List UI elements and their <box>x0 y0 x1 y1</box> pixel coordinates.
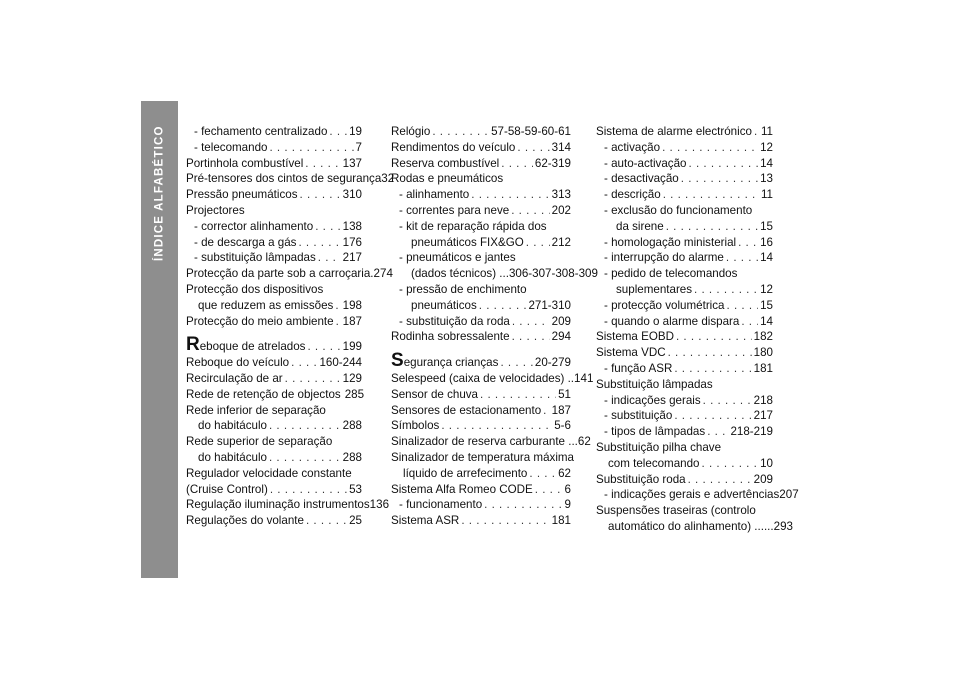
index-entry <box>391 250 598 282</box>
index-entry <box>391 282 571 314</box>
dot-leader <box>336 314 341 330</box>
dot-leader <box>500 355 532 371</box>
index-entry <box>391 140 571 156</box>
index-entry <box>391 219 571 251</box>
dot-leader <box>305 156 340 172</box>
index-entry-label: - substituição da roda <box>399 314 510 328</box>
index-entry-label: Rodas e pneumáticos <box>391 172 504 186</box>
dot-leader <box>318 250 341 266</box>
index-entry-label: - homologação ministerial <box>604 235 737 249</box>
index-entry-label: - funcionamento <box>399 498 483 512</box>
index-entry-label: líquido de arrefecimento <box>403 466 528 480</box>
index-entry-page: 10 <box>760 456 773 470</box>
dot-leader <box>707 424 728 440</box>
dot-leader <box>307 339 340 355</box>
index-entry <box>391 187 571 203</box>
index-entry-page: 15 <box>760 298 773 312</box>
index-entry-page: 12 <box>760 140 773 154</box>
index-entry-line <box>399 235 571 251</box>
index-entry-page: 209 <box>551 314 571 328</box>
index-entry-page: 176 <box>342 235 362 249</box>
index-entry <box>391 124 571 140</box>
index-entry-page: 14 <box>760 314 773 328</box>
index-entry-label: Sistema de alarme electrónico <box>596 125 752 138</box>
index-entry-label: Protecção da parte sob a carroçaria. <box>186 267 374 281</box>
index-entry <box>186 387 365 403</box>
index-entry <box>391 203 571 219</box>
index-entry-label: automático do alinhamento) ...... <box>608 519 774 533</box>
index-entry-line: Suspensões traseiras (controlo <box>596 504 756 518</box>
index-entry <box>596 440 773 472</box>
dot-leader <box>526 235 550 251</box>
dot-leader <box>517 140 549 156</box>
index-entry-page: 314 <box>551 140 571 154</box>
index-entry <box>596 329 773 345</box>
index-entry-label: - quando o alarme dispara <box>604 314 740 328</box>
index-entry-line <box>186 418 362 434</box>
index-entry-page: 62-319 <box>534 156 571 170</box>
index-entry <box>596 424 773 440</box>
index-entry <box>186 156 362 172</box>
index-entry <box>596 487 799 503</box>
index-entry <box>186 124 362 140</box>
index-entry <box>186 140 362 156</box>
index-entry <box>391 513 571 529</box>
dot-leader <box>306 513 347 529</box>
index-entry-line: Sinalizador de temperatura máxima <box>391 450 575 464</box>
dot-leader <box>512 314 550 330</box>
dot-leader <box>479 298 527 314</box>
dot-leader <box>676 329 752 345</box>
index-entry-label: Reboque do veículo <box>186 356 290 370</box>
index-entry-label: - telecomando <box>194 140 268 154</box>
dot-leader <box>329 124 347 140</box>
dot-leader <box>681 171 758 187</box>
index-entry-label: - de descarga a gás <box>194 235 297 249</box>
index-entry-label: - activação <box>604 140 661 154</box>
page-number: 334 <box>285 646 312 663</box>
dot-leader <box>432 124 489 140</box>
index-entry-page: 209 <box>753 472 773 486</box>
index-entry <box>391 314 571 330</box>
index-entry-label: - substituição lâmpadas <box>194 251 316 265</box>
index-column-3 <box>596 124 799 535</box>
index-entry-label: suplementares <box>616 282 693 296</box>
index-entry <box>596 124 773 140</box>
index-entry-page: 14 <box>760 156 773 170</box>
index-entry-label: Projectores <box>186 203 245 217</box>
index-entry-line <box>186 450 362 466</box>
index-entry <box>596 250 773 266</box>
index-entry-label: - descrição <box>604 188 661 202</box>
index-entry <box>186 171 395 187</box>
index-entry-page: 217 <box>753 409 773 423</box>
index-entry-line: Rede superior de separação <box>186 435 333 449</box>
dot-leader <box>754 124 759 140</box>
index-entry-line <box>604 282 773 298</box>
index-entry-label: Regulador velocidade constante <box>186 466 352 480</box>
index-entry <box>391 450 575 482</box>
section-gap <box>391 345 571 353</box>
dot-leader <box>689 156 759 172</box>
index-entry-line <box>391 466 571 482</box>
index-entry-line: Substituição pilha chave <box>596 440 722 454</box>
index-entry-label: - indicações gerais e advertências <box>604 488 780 502</box>
dot-leader <box>511 203 549 219</box>
index-entry-label: Sensor de chuva <box>391 387 479 401</box>
index-entry-page: 202 <box>551 203 571 217</box>
index-entry-line: Protecção dos dispositivos <box>186 282 324 296</box>
index-entry-label: da sirene <box>616 219 664 233</box>
index-entry <box>391 171 571 187</box>
dot-leader <box>668 345 752 361</box>
index-entry-label: Regulação iluminação instrumentos <box>186 498 370 512</box>
index-entry <box>596 235 773 251</box>
index-entry-page: 212 <box>551 235 571 249</box>
dot-leader <box>529 466 556 482</box>
index-entry <box>391 329 571 345</box>
section-gap <box>186 329 362 337</box>
index-entry-page: 293 <box>773 519 793 533</box>
index-entry-label: pneumáticos <box>411 298 477 312</box>
index-entry-page: 11 <box>760 188 773 202</box>
index-entry-page: 187 <box>342 314 362 328</box>
index-entry <box>186 434 362 466</box>
section-title: ÍNDICE ALFABÉTICO <box>153 125 166 261</box>
index-entry-line: - pedido de telecomandos <box>604 267 738 281</box>
index-entry <box>186 497 390 513</box>
index-entry-page: 5-6 <box>554 419 571 433</box>
index-entry-label: Segurança crianças <box>391 350 499 372</box>
index-entry <box>596 266 773 298</box>
index-entry-label: Rede de retenção de objectos <box>186 387 341 401</box>
index-entry-page: 181 <box>551 514 571 528</box>
index-entry <box>391 371 594 387</box>
index-entry-page: 138 <box>342 219 362 233</box>
index-entry <box>186 314 362 330</box>
index-entry <box>391 350 571 372</box>
index-entry-page: 294 <box>551 330 571 344</box>
index-entry-line: - pressão de enchimento <box>399 282 527 296</box>
index-entry-page: 274 <box>373 267 393 281</box>
section-initial: S <box>391 350 404 372</box>
index-entry-page: 13 <box>760 172 773 186</box>
section-initial: R <box>186 334 200 356</box>
index-entry-label: Sinalizador de reserva carburante ... <box>391 435 578 449</box>
dot-leader <box>269 450 341 466</box>
index-entry-label: Protecção do meio ambiente <box>186 314 334 328</box>
index-entry <box>186 482 362 498</box>
index-entry-label: com telecomando <box>608 456 700 470</box>
index-entry-page: 137 <box>342 156 362 170</box>
dot-leader <box>285 371 341 387</box>
index-entry-label: Recirculação de ar <box>186 371 283 385</box>
index-entry-page: 25 <box>349 514 362 528</box>
dot-leader <box>315 219 340 235</box>
index-entry <box>596 361 773 377</box>
index-column-2 <box>391 124 598 529</box>
index-entry-page: 207 <box>779 488 799 502</box>
index-entry <box>186 403 362 435</box>
index-entry <box>391 156 571 172</box>
dot-leader <box>741 314 758 330</box>
index-column-1 <box>186 124 395 529</box>
index-entry-page: 181 <box>753 361 773 375</box>
index-entry-page: 19 <box>349 125 362 138</box>
dot-leader <box>727 298 759 314</box>
index-entry-label: Regulações do volante <box>186 514 304 528</box>
index-entry-label: Rodinha sobressalente <box>391 330 510 344</box>
index-entry-page: 15 <box>760 219 773 233</box>
index-entry <box>186 219 362 235</box>
index-entry-line: - exclusão do funcionamento <box>604 203 753 217</box>
dot-leader <box>662 140 758 156</box>
index-entry-page: 62 <box>558 466 571 480</box>
dot-leader <box>512 329 550 345</box>
index-entry-page: 310 <box>342 188 362 202</box>
index-entry <box>596 472 773 488</box>
index-entry-page: 218-219 <box>730 425 773 439</box>
index-entry <box>186 466 362 482</box>
index-entry <box>186 371 362 387</box>
index-entry-line: - pneumáticos e jantes <box>399 251 516 265</box>
index-entry <box>596 156 773 172</box>
index-entry <box>596 314 773 330</box>
index-entry-page: 57-58-59-60-61 <box>491 125 571 138</box>
dot-leader <box>738 235 758 251</box>
index-entry-label: que reduzem as emissões <box>198 298 334 312</box>
dot-leader <box>501 156 533 172</box>
index-entry-label: - função ASR <box>604 361 673 375</box>
index-entry <box>186 266 393 282</box>
index-entry-line: Rede inferior de separação <box>186 403 326 417</box>
index-entry-page: 199 <box>342 340 362 354</box>
index-entry-label: Selespeed (caixa de velocidades) .. <box>391 371 575 385</box>
index-entry-label: Sistema Alfa Romeo CODE <box>391 482 533 496</box>
index-entry-label: pneumáticos FIX&GO <box>411 235 524 249</box>
index-entry <box>186 513 362 529</box>
index-entry-page: 141 <box>574 371 594 385</box>
index-entry-label: - protecção volumétrica <box>604 298 725 312</box>
index-entry-page: 62 <box>577 435 591 449</box>
index-entry-page: 271-310 <box>528 298 571 312</box>
index-entry-label: - substituição <box>604 409 673 423</box>
index-entry-line <box>604 219 773 235</box>
index-entry <box>596 171 773 187</box>
index-entry-page: 198 <box>342 298 362 312</box>
index-entry-page: 182 <box>753 330 773 344</box>
index-entry-label: Substituição lâmpadas <box>596 377 713 391</box>
index-entry-label: - auto-activação <box>604 156 687 170</box>
index-entry-label: Símbolos <box>391 419 440 433</box>
index-entry-page: 6 <box>564 482 571 496</box>
index-entry <box>596 140 773 156</box>
dot-leader <box>726 250 758 266</box>
index-entry <box>186 235 362 251</box>
index-entry-page: 187 <box>551 403 571 417</box>
dot-leader <box>702 456 759 472</box>
index-entry <box>596 298 773 314</box>
dot-leader <box>535 482 563 498</box>
index-entry-page: 313 <box>551 188 571 202</box>
dot-leader <box>694 282 758 298</box>
dot-leader <box>663 187 759 203</box>
index-entry <box>186 355 362 371</box>
index-entry <box>186 282 362 314</box>
index-entry <box>186 203 362 219</box>
index-entry-label: Reserva combustível <box>391 156 500 170</box>
index-entry <box>186 187 362 203</box>
dot-leader <box>484 497 562 513</box>
dot-leader <box>300 187 341 203</box>
index-entry-page: 32 <box>381 172 395 186</box>
index-entry-label: Rendimentos do veículo <box>391 140 516 154</box>
dot-leader <box>461 513 549 529</box>
dot-leader <box>543 403 549 419</box>
dot-leader <box>666 219 758 235</box>
index-entry-page: 129 <box>342 371 362 385</box>
index-entry-label: Sensores de estacionamento <box>391 403 542 417</box>
index-entry-label: Sistema ASR <box>391 514 460 528</box>
dot-leader <box>703 393 752 409</box>
index-entry-page: 53 <box>349 482 362 496</box>
index-entry <box>596 377 773 393</box>
index-entry <box>596 187 773 203</box>
dot-leader <box>269 140 353 156</box>
index-entry-page: 16 <box>760 235 773 249</box>
index-entry-label: - indicações gerais <box>604 393 701 407</box>
index-entry-page: 160-244 <box>319 356 362 370</box>
index-entry-page: 288 <box>342 419 362 433</box>
index-entry-label: Substituição roda <box>596 472 686 486</box>
index-entry-label: Pré-tensores dos cintos de segurança <box>186 172 382 186</box>
index-entry-page: 11 <box>760 125 773 138</box>
index-entry <box>596 203 773 235</box>
index-entry <box>391 497 571 513</box>
dot-leader <box>269 418 341 434</box>
index-entry-label: Sistema VDC <box>596 346 666 360</box>
index-entry-page: 12 <box>760 282 773 296</box>
index-entry-page: 7 <box>355 140 362 154</box>
index-entry-page: 136 <box>369 498 390 512</box>
dot-leader <box>674 361 751 377</box>
index-entry-line <box>399 266 598 282</box>
index-entry <box>596 503 793 535</box>
index-entry-label: - alinhamento <box>399 188 470 202</box>
index-entry-line <box>596 456 773 472</box>
dot-leader <box>298 235 340 251</box>
index-entry-label: (Cruise Control) <box>186 482 268 496</box>
dot-leader <box>335 298 340 314</box>
index-entry-line <box>399 298 571 314</box>
index-entry <box>186 250 362 266</box>
index-entry-label: do habitáculo <box>198 450 267 464</box>
index-entry-label: - correntes para neve <box>399 203 510 217</box>
dot-leader <box>441 418 552 434</box>
index-entry-page: 9 <box>564 498 571 512</box>
dot-leader <box>291 355 317 371</box>
dot-leader <box>674 408 751 424</box>
index-entry-label: Relógio <box>391 125 431 138</box>
index-entry-label: Pressão pneumáticos <box>186 188 298 202</box>
index-entry-label: - interrupção do alarme <box>604 251 724 265</box>
index-entry-page: 180 <box>753 346 773 360</box>
index-entry-page: 306-307-308-309 <box>508 267 598 281</box>
index-entry-label: - tipos de lâmpadas <box>604 425 706 439</box>
index-entry-label: - desactivação <box>604 172 679 186</box>
dot-leader <box>270 482 347 498</box>
index-entry-page: 285 <box>344 387 365 401</box>
index-entry-line <box>596 519 793 535</box>
index-entry-label: Portinhola combustível <box>186 156 304 170</box>
index-entry <box>186 334 362 356</box>
index-entry <box>596 408 773 424</box>
index-entry <box>596 345 773 361</box>
index-entry-page: 217 <box>342 251 362 265</box>
index-entry-label: Reboque de atrelados <box>186 334 306 356</box>
index-entry-page: 288 <box>342 450 362 464</box>
index-entry <box>391 403 571 419</box>
dot-leader <box>688 472 752 488</box>
index-entry-label: do habitáculo <box>198 419 267 433</box>
index-entry-page: 51 <box>558 387 571 401</box>
index-entry-line <box>186 298 362 314</box>
index-entry-label: - fechamento centralizado <box>194 125 328 138</box>
index-entry <box>391 418 571 434</box>
index-entry <box>391 434 591 450</box>
index-entry-label: (dados técnicos) ... <box>411 267 509 281</box>
dot-leader <box>480 387 556 403</box>
index-entry-label: - corrector alinhamento <box>194 219 314 233</box>
index-entry <box>391 482 571 498</box>
index-entry-label: Sistema EOBD <box>596 330 674 344</box>
index-entry-line: - kit de reparação rápida dos <box>399 219 547 233</box>
index-entry-page: 14 <box>760 251 773 265</box>
index-entry-page: 218 <box>753 393 773 407</box>
dot-leader <box>471 187 549 203</box>
index-entry <box>596 393 773 409</box>
index-entry <box>391 387 571 403</box>
index-entry-page: 20-279 <box>534 356 571 370</box>
